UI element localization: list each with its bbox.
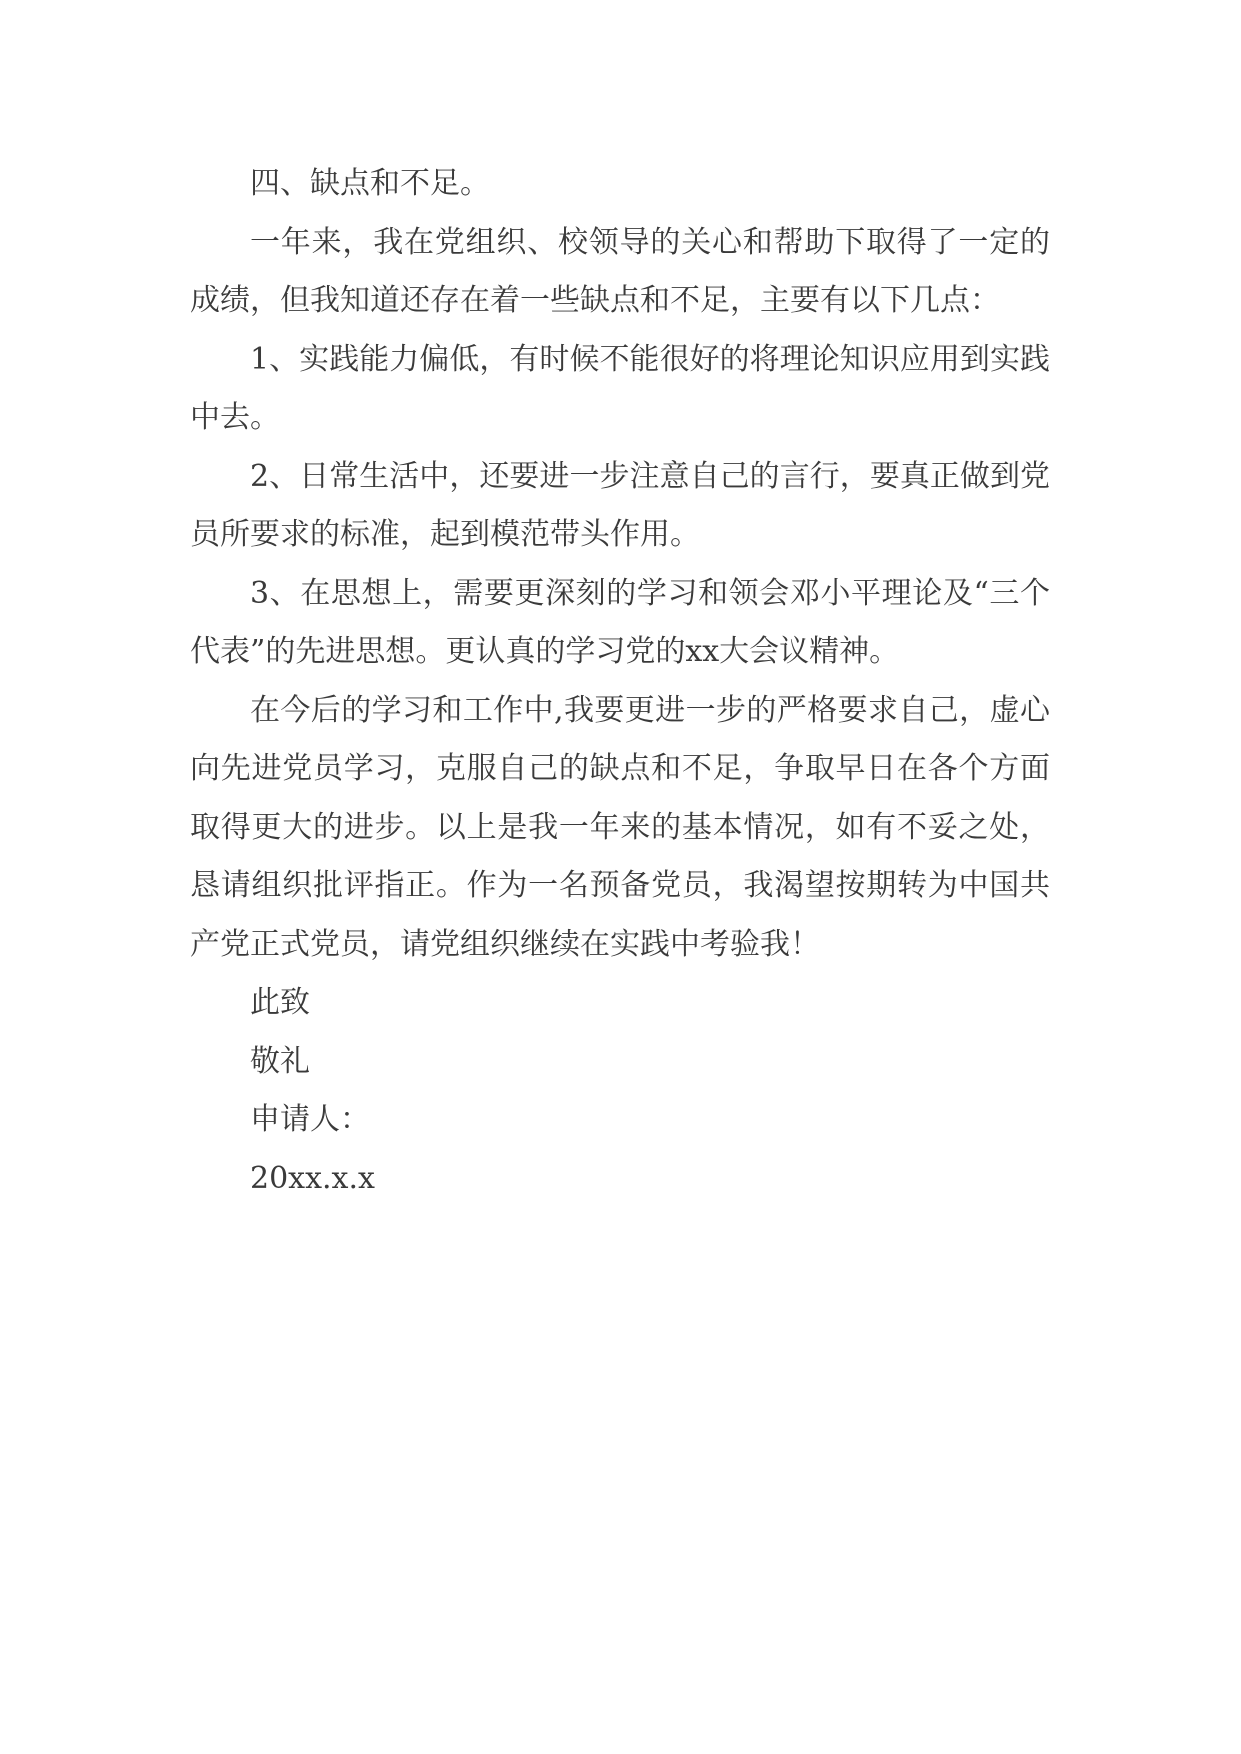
conclusion-paragraph: 在今后的学习和工作中,我要更进一步的严格要求自己，虚心向先进党员学习，克服自己的缺点和不足，争取早日在各个方面取得更大的进步。以上是我一年来的基本情况，如有不妥之处，恳请组织批评指正。作为一名预备党员，我渴望按期转为中国共产党正式党员，请党组织继续在实践中考验我！ <box>190 692 1050 962</box>
intro-paragraph: 一年来，我在党组织、校领导的关心和帮助下取得了一定的成绩，但我知道还存在着一些缺点和不足，主要有以下几点： <box>190 224 1050 318</box>
document-body <box>190 155 1050 1208</box>
point-paragraph: 3、在思想上，需要更深刻的学习和领会邓小平理论及“三个代表”的先进思想。更认真的学习党的xx大会议精神。 <box>190 575 1050 669</box>
document-date: 20xx.x.x <box>250 1160 375 1196</box>
closing-salutation: 此致 <box>250 985 310 1020</box>
point-paragraph: 2、日常生活中，还要进一步注意自己的言行，要真正做到党员所要求的标准，起到模范带头作用。 <box>190 458 1050 552</box>
applicant-label: 申请人： <box>250 1102 370 1137</box>
point-paragraph: 1、实践能力偏低，有时候不能很好的将理论知识应用到实践中去。 <box>190 341 1050 435</box>
section-heading: 四、缺点和不足。 <box>250 166 490 201</box>
closing-regards: 敬礼 <box>250 1043 310 1079</box>
